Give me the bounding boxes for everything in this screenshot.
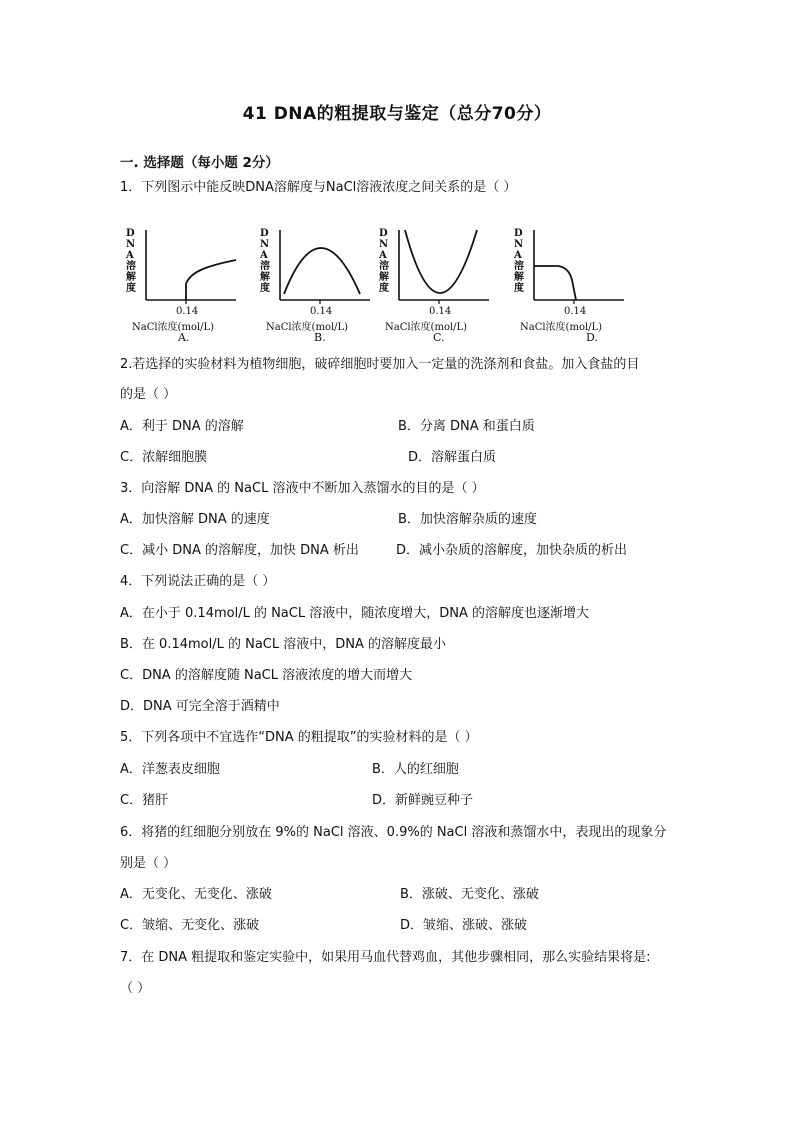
question-5: 5．下列各项中不宜选作“DNA 的粗提取”的实验材料的是（ ） xyxy=(120,730,478,745)
option-6c: C．皱缩、无变化、涨破 xyxy=(120,918,260,933)
page-title: 41 DNA的粗提取与鉴定（总分70分） xyxy=(242,104,552,124)
question-6-line-2: 别是（ ） xyxy=(120,856,177,871)
option-6d: D．皱缩、涨破、涨破 xyxy=(400,918,528,933)
question-2-line-2: 的是（ ） xyxy=(120,387,177,402)
y-axis-label: DNA溶解度 xyxy=(260,228,270,294)
curve-d xyxy=(534,266,576,300)
tick-label: 0.14 xyxy=(310,306,333,317)
option-6b: B．涨破、无变化、涨破 xyxy=(400,887,539,902)
question-1: 1．下列图示中能反映DNA溶解度与NaCl溶液浓度之间关系的是（ ） xyxy=(120,180,517,195)
y-axis-label: DNA溶解度 xyxy=(126,228,136,294)
y-axis-label: DNA溶解度 xyxy=(379,228,389,294)
option-4a: A．在小于 0.14mol/L 的 NaCL 溶液中，随浓度增大，DNA 的溶解度也逐渐增大 xyxy=(120,606,589,621)
option-4d: D．DNA 可完全溶于酒精中 xyxy=(120,699,280,714)
option-label-c: C. xyxy=(433,331,445,344)
question-3: 3．向溶解 DNA 的 NaCL 溶液中不断加入蒸馏水的目的是（ ） xyxy=(120,481,485,496)
option-5b: B．人的红细胞 xyxy=(372,762,459,777)
curve-a xyxy=(186,260,236,300)
option-2b: B．分离 DNA 和蛋白质 xyxy=(398,419,535,434)
curve-b xyxy=(284,248,360,294)
option-label-a: A. xyxy=(178,331,190,344)
option-3a: A．加快溶解 DNA 的速度 xyxy=(120,512,270,527)
question-4: 4．下列说法正确的是（ ） xyxy=(120,574,276,589)
x-axis-label: NaCl浓度(mol/L) xyxy=(266,322,349,333)
option-3b: B．加快溶解杂质的速度 xyxy=(398,512,537,527)
figure-b xyxy=(258,222,380,346)
option-3d: D．减小杂质的溶解度，加快杂质的析出 xyxy=(396,543,628,558)
question-7-line-2: （ ） xyxy=(120,981,151,996)
x-axis-label: NaCl浓度(mol/L) xyxy=(520,322,603,333)
option-4b: B．在 0.14mol/L 的 NaCL 溶液中，DNA 的溶解度最小 xyxy=(120,637,447,652)
tick-label: 0.14 xyxy=(429,306,452,317)
option-6a: A．无变化、无变化、涨破 xyxy=(120,887,272,902)
section-heading: 一. 选择题（每小题 2分） xyxy=(120,155,279,171)
figure-d xyxy=(512,222,634,346)
question-7-line-1: 7．在 DNA 粗提取和鉴定实验中，如果用马血代替鸡血，其他步骤相同，那么实验结果将是: xyxy=(120,950,651,965)
option-2c: C．浓解细胞膜 xyxy=(120,450,208,465)
x-axis-label: NaCl浓度(mol/L) xyxy=(132,322,215,333)
option-label-b: B. xyxy=(314,331,326,344)
question-6-line-1: 6．将猪的红细胞分别放在 9%的 NaCl 溶液、0.9%的 NaCl 溶液和蒸馏水中，表现出的现象分 xyxy=(120,825,667,840)
question-2-line-1: 2.若选择的实验材料为植物细胞，破碎细胞时要加入一定量的洗涤剂和食盐。加入食盐的目 xyxy=(120,357,640,372)
option-label-d: D. xyxy=(586,331,598,344)
figure-a xyxy=(124,222,246,346)
y-axis-label: DNA溶解度 xyxy=(514,228,524,294)
tick-label: 0.14 xyxy=(564,306,587,317)
option-5d: D．新鲜豌豆种子 xyxy=(372,793,474,808)
option-4c: C．DNA 的溶解度随 NaCL 溶液浓度的增大而增大 xyxy=(120,668,413,683)
option-2d: D．溶解蛋白质 xyxy=(408,450,497,465)
figure-c xyxy=(377,222,499,346)
option-5c: C．猪肝 xyxy=(120,793,169,808)
x-axis-label: NaCl浓度(mol/L) xyxy=(385,322,468,333)
curve-c xyxy=(405,230,477,293)
option-2a: A．利于 DNA 的溶解 xyxy=(120,419,244,434)
option-3c: C．减小 DNA 的溶解度，加快 DNA 析出 xyxy=(120,543,359,558)
tick-label: 0.14 xyxy=(176,306,199,317)
option-5a: A．洋葱表皮细胞 xyxy=(120,762,220,777)
